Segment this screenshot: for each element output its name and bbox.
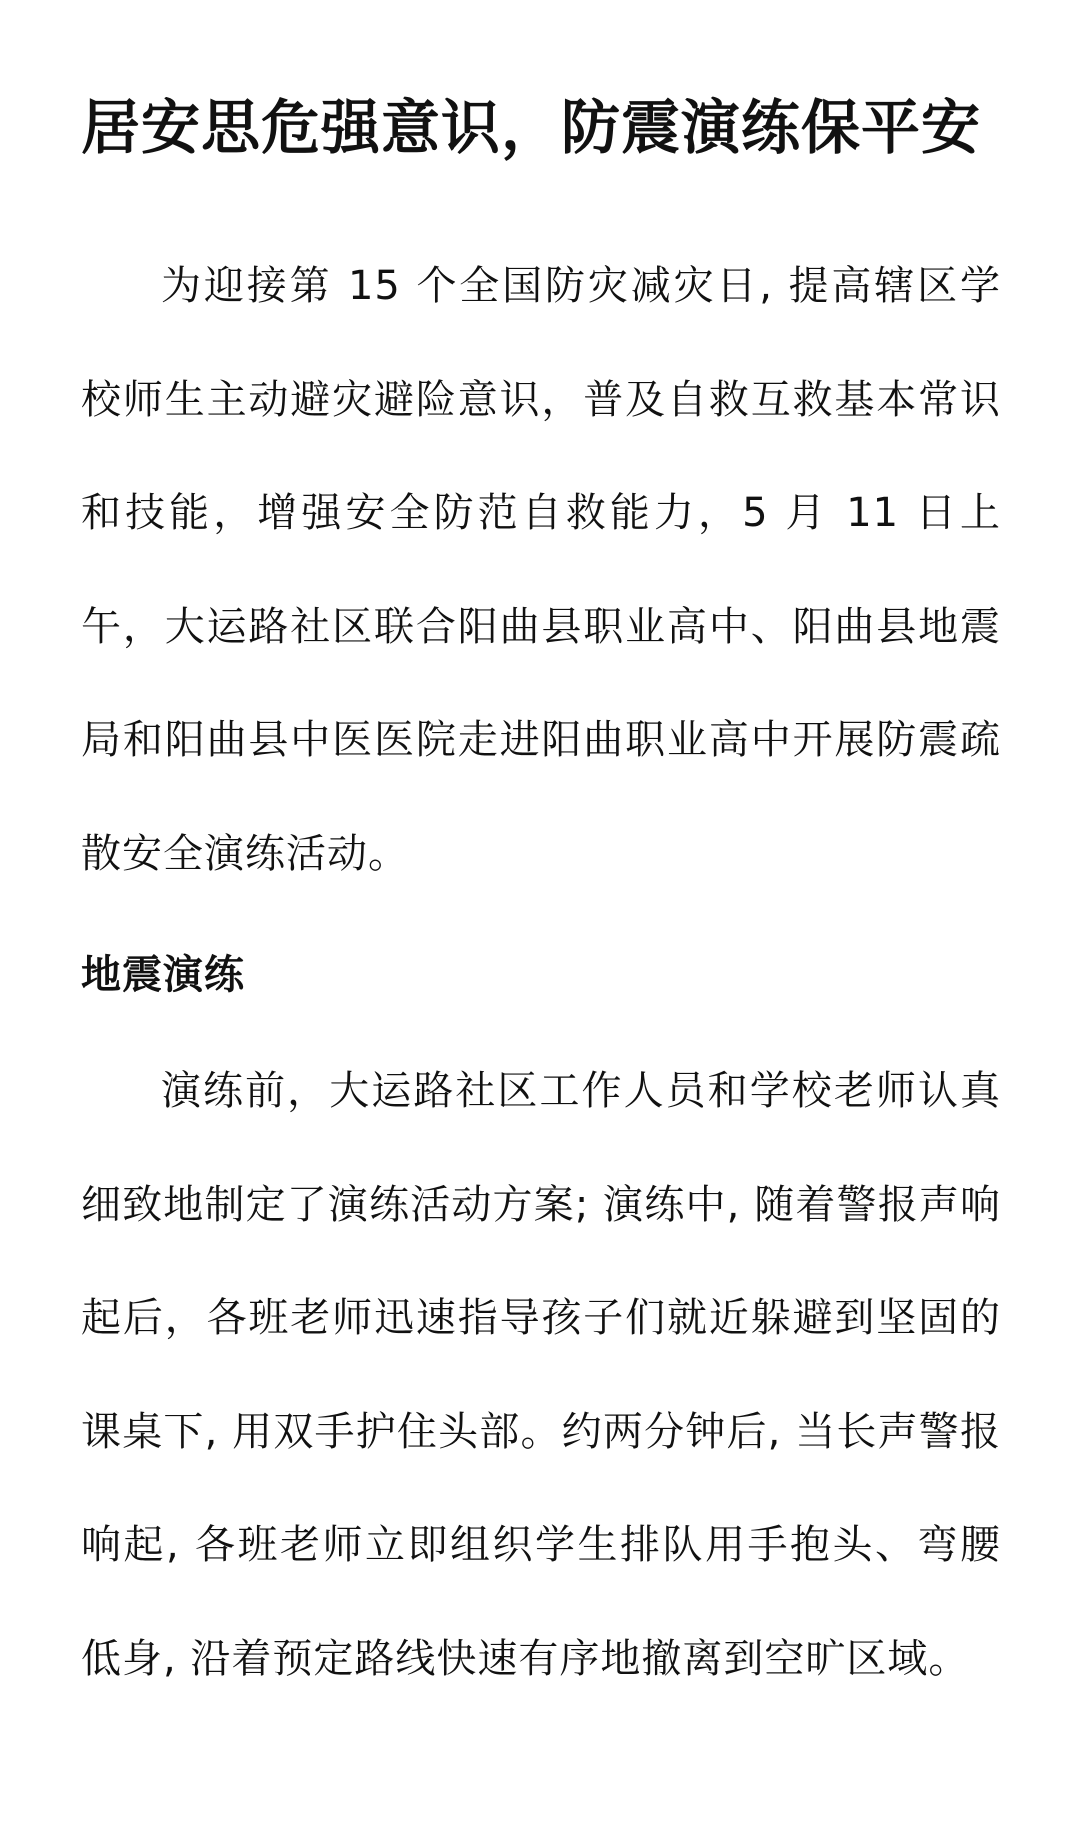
intro-paragraph: 为迎接第 15 个全国防灾减灾日, 提高辖区学校师生主动避灾避险意识，普及自救互救基本常识和技能，增强安全防范自救能力，5 月 11 日上午，大运路社区联合阳曲县职业高中、阳曲县地震局和阳曲县中医医院走进阳曲职业高中开展防震疏散安全演练活动。: [81, 263, 1001, 877]
article-title: 居安思危强意识，防震演练保平安: [81, 93, 982, 162]
section-heading: 地震演练: [81, 952, 245, 998]
drill-paragraph: 演练前，大运路社区工作人员和学校老师认真细致地制定了演练活动方案; 演练中, 随着警报声响起后，各班老师迅速指导孩子们就近躲避到坚固的课桌下, 用双手护住头部。约两分钟后, 当长声警报响起, 各班老师立即组织学生排队用手抱头、弯腰低身, 沿着预定路线快速有序地撤离到空旷区域。: [81, 1068, 1001, 1682]
